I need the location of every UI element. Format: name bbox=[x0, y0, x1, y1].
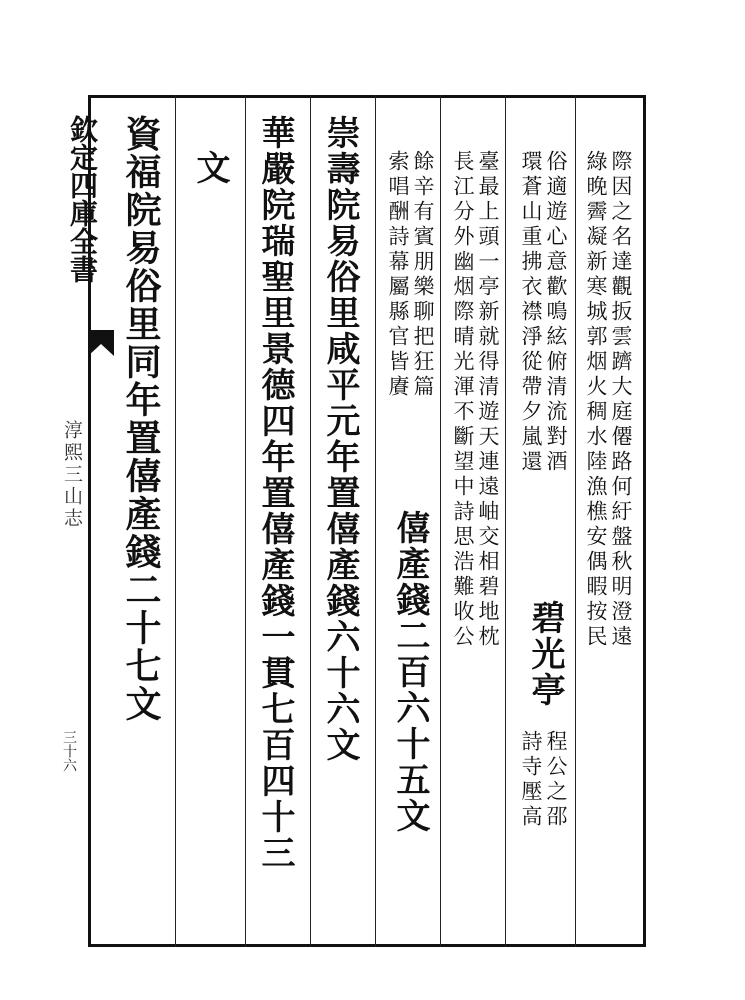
text-column-small: 詩寺壓高 bbox=[519, 730, 543, 830]
text-column-small: 綠晚霽凝新寒城郭烟火稠水陸漁樵安偶暇按民 bbox=[584, 150, 608, 650]
text-column-small: 程公之邵 bbox=[544, 730, 568, 830]
text-column-small: 索唱酬詩幕屬縣官皆賡 bbox=[386, 150, 410, 400]
temple-entry-continuation: 僖產錢二百六十五文 bbox=[390, 510, 430, 834]
column-rule bbox=[505, 95, 506, 947]
text-column-small: 餘辛有賓朋樂聊把狂篇 bbox=[411, 150, 435, 400]
column-rule bbox=[245, 95, 246, 947]
heading-bi-guang-pavilion: 碧光亭 bbox=[525, 600, 565, 708]
book-title: 淳熙三山志 bbox=[61, 420, 83, 530]
column-rule bbox=[375, 95, 376, 947]
text-column-small: 臺最上頭一亭新就得清遊天連遠岫交相碧地枕 bbox=[476, 150, 500, 650]
temple-entry-hua-yan-tail: 文 bbox=[190, 150, 230, 186]
column-rule bbox=[310, 95, 311, 947]
text-column-small: 長江分外幽烟際晴光渾不斷望中詩思浩難收公 bbox=[451, 150, 475, 650]
text-column-small: 環蒼山重拂衣襟淨從帶夕嵐還 bbox=[519, 150, 543, 475]
temple-entry-zi-fu: 資福院易俗里同年置僖產錢二十七文 bbox=[120, 115, 162, 723]
column-rule bbox=[575, 95, 576, 947]
page-number: 三十六 bbox=[61, 730, 77, 772]
temple-entry-hua-yan: 華嚴院瑞聖里景德四年置僖產錢一貫七百四十三 bbox=[255, 115, 295, 871]
fish-tail-mark-icon bbox=[88, 330, 114, 356]
collection-title: 欽定四庫全書 bbox=[66, 115, 99, 283]
text-column-small: 際因之名達觀扳雲躋大庭僊路何紆盤秋明澄遠 bbox=[609, 150, 633, 650]
temple-entry-chong-shou: 崇壽院易俗里咸平元年置僖產錢六十六文 bbox=[320, 115, 360, 763]
column-rule bbox=[440, 95, 441, 947]
column-rule bbox=[175, 95, 176, 947]
text-column-small: 俗適遊心意歡鳴絃俯清流對酒 bbox=[544, 150, 568, 475]
